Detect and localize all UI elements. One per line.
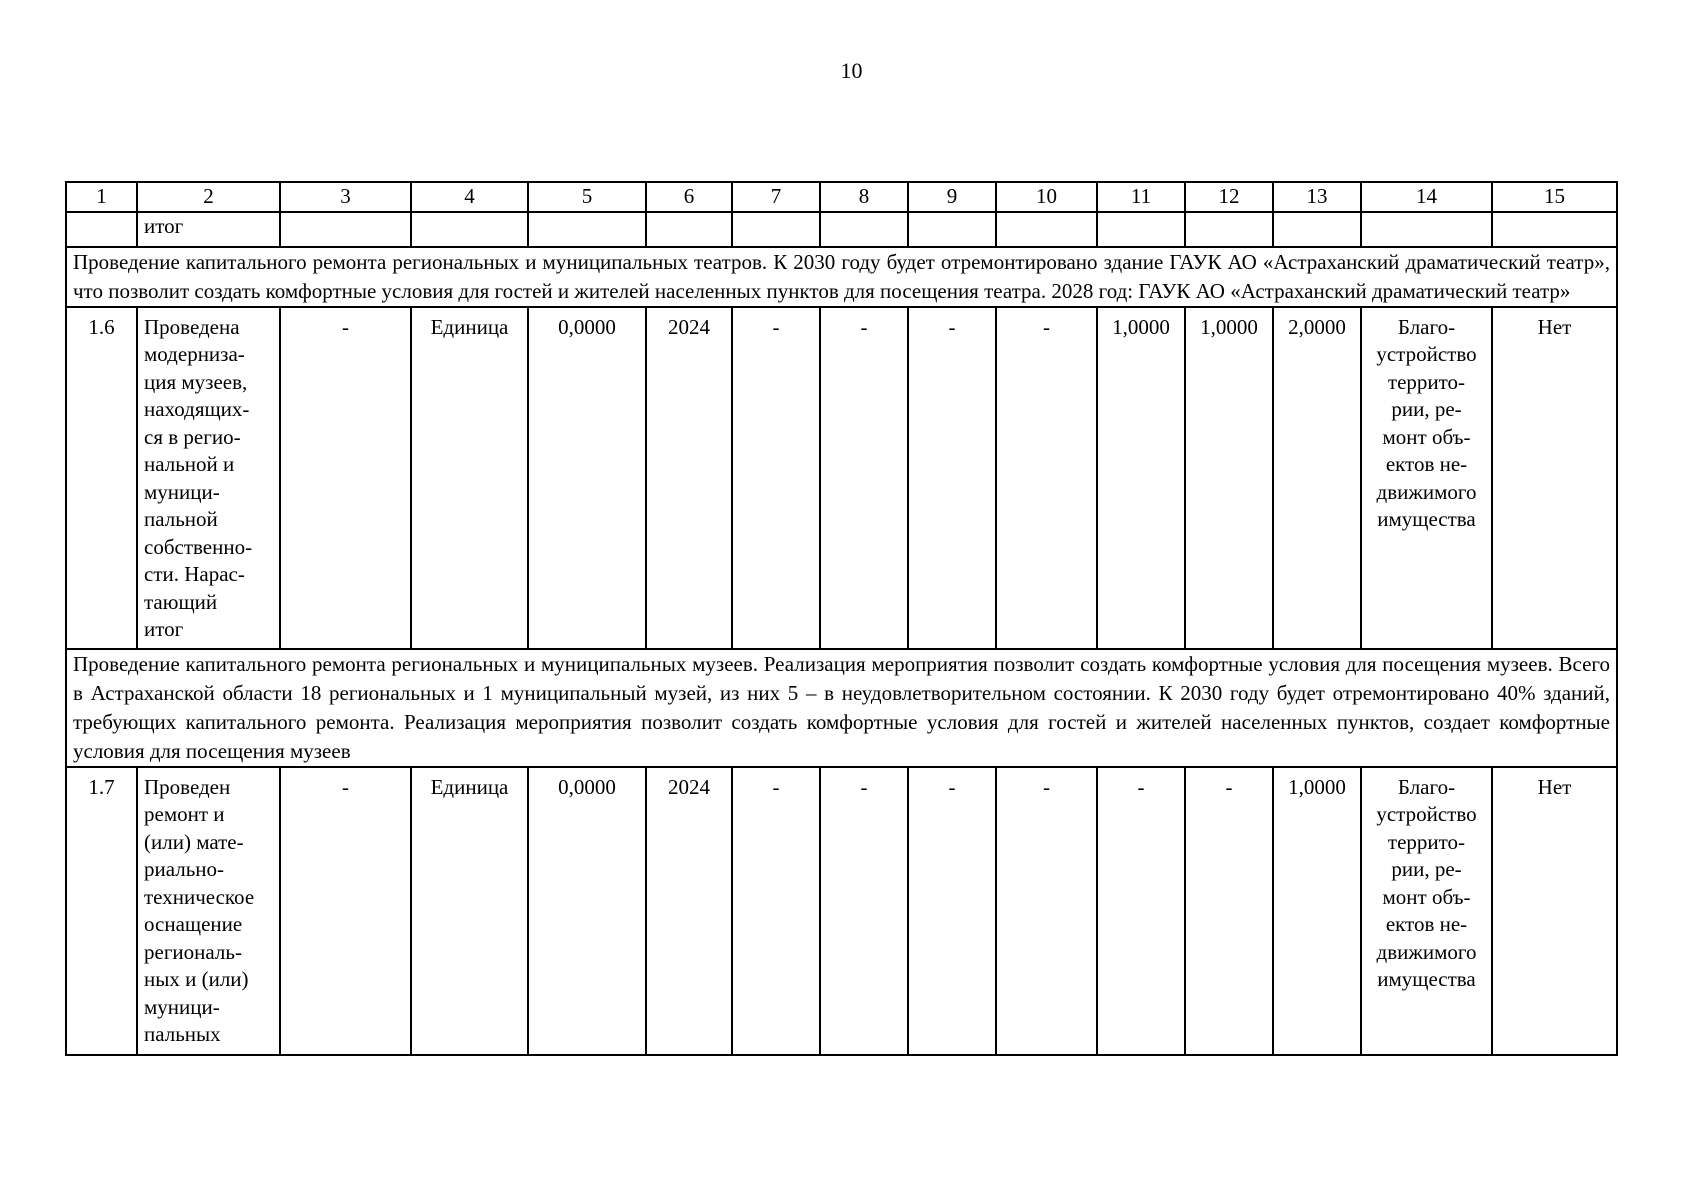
- activity-type-line: имущества: [1377, 507, 1476, 531]
- table-cell-col9: -: [908, 767, 996, 1055]
- indicator-name-line: (или) мате-: [144, 829, 244, 854]
- table-cell-col13: 2,0000: [1273, 307, 1361, 649]
- table-row-1-7: [66, 767, 1617, 1055]
- activity-type-line: имущества: [1377, 967, 1476, 991]
- indicator-name-line: пальной: [144, 507, 218, 531]
- column-header-5: 5: [528, 182, 646, 212]
- section-description-row: [66, 247, 1617, 307]
- indicator-name-line: региональ-: [144, 939, 242, 964]
- column-header-4: 4: [411, 182, 528, 212]
- column-header-7: 7: [732, 182, 820, 212]
- activity-type-line: террито-: [1387, 829, 1466, 854]
- base-year-cell: 2024: [646, 307, 732, 649]
- activity-type-line: движимого: [1376, 939, 1477, 964]
- section-description-theaters: Проведение капитального ремонта региональных и муниципальных театров. К 2030 году будет отремонтировано здание ГАУК АО «Астраханский драматический театр», что позволит создать комфортные условия для гостей и жителей населенных пунктов для посещения театра. 2028 год: ГАУК АО «Астраханский драматический театр»: [66, 247, 1617, 307]
- indicators-table: [65, 181, 1618, 1056]
- table-cell: [820, 212, 908, 247]
- column-header-6: 6: [646, 182, 732, 212]
- table-cell-col8: -: [820, 767, 908, 1055]
- base-value-cell: 0,0000: [528, 767, 646, 1055]
- indicator-name-line: модерниза-: [144, 342, 245, 366]
- table-cell-col11: 1,0000: [1097, 307, 1185, 649]
- table-cell: [528, 212, 646, 247]
- indicator-name-line: ция музеев,: [144, 369, 248, 394]
- table-cell-col12: 1,0000: [1185, 307, 1273, 649]
- table-cell-col10: -: [996, 767, 1097, 1055]
- activity-type-cell: [1361, 307, 1492, 649]
- indicator-name: [137, 307, 280, 649]
- column-header-2: 2: [137, 182, 280, 212]
- column-header-10: 10: [996, 182, 1097, 212]
- table-cell-col7: -: [732, 307, 820, 649]
- table-cell-col10: -: [996, 307, 1097, 649]
- column-header-12: 12: [1185, 182, 1273, 212]
- table-cell-col12: -: [1185, 767, 1273, 1055]
- flag-cell: Нет: [1492, 767, 1617, 1055]
- section-description-museums: Проведение капитального ремонта региональных и муниципальных музеев. Реализация мероприятия позволит создать комфортные условия для посещения музеев. Всего в Астраханской области 18 региональных и 1 муниципальный музей, из них 5 – в неудовлетворительном состоянии. К 2030 году будет отремонтировано 40% зданий, требующих капитального ремонта. Реализация мероприятия позволит создать комфортные условия для гостей и жителей населенных пунктов, создает комфортные условия для посещения музеев: [66, 649, 1617, 767]
- indicator-name-line: техническое: [144, 884, 255, 909]
- indicator-name-line: тающий: [144, 589, 218, 614]
- indicator-name-line: Проведен: [144, 774, 231, 799]
- indicator-name-line: Проведена: [144, 314, 240, 339]
- unit-cell: Единица: [411, 767, 528, 1055]
- column-header-14: 14: [1361, 182, 1492, 212]
- indicator-name: [137, 767, 280, 1055]
- indicator-name-line: сти. Нарас-: [144, 562, 245, 586]
- table-cell-col7: -: [732, 767, 820, 1055]
- base-year-cell: 2024: [646, 767, 732, 1055]
- table-cell-col3: -: [280, 767, 411, 1055]
- flag-cell: Нет: [1492, 307, 1617, 649]
- page-number: 10: [840, 58, 863, 83]
- row-number: 1.7: [66, 767, 137, 1055]
- table-cell: [1185, 212, 1273, 247]
- column-header-8: 8: [820, 182, 908, 212]
- activity-type-line: ектов не-: [1385, 912, 1468, 936]
- base-value-cell: 0,0000: [528, 307, 646, 649]
- table-cell-col11: -: [1097, 767, 1185, 1055]
- table-cell: [280, 212, 411, 247]
- column-header-1: 1: [66, 182, 137, 212]
- activity-type-line: устройство: [1376, 802, 1477, 826]
- activity-type-line: Благо-: [1397, 314, 1456, 339]
- table-cell: [646, 212, 732, 247]
- indicator-name-line: оснащение: [144, 912, 243, 936]
- column-header-15: 15: [1492, 182, 1617, 212]
- indicator-name-line: ремонт и: [144, 802, 225, 826]
- table-cell-col13: 1,0000: [1273, 767, 1361, 1055]
- activity-type-line: Благо-: [1397, 774, 1456, 799]
- column-header-3: 3: [280, 182, 411, 212]
- indicator-name-line: находящих-: [144, 397, 250, 421]
- column-header-11: 11: [1097, 182, 1185, 212]
- table-cell-col8: -: [820, 307, 908, 649]
- column-header-9: 9: [908, 182, 996, 212]
- subtotal-row: [66, 212, 1617, 247]
- activity-type-line: движимого: [1376, 479, 1477, 504]
- indicator-name-line: собственно-: [144, 534, 253, 559]
- table-cell-col9: -: [908, 307, 996, 649]
- table-cell: [1492, 212, 1617, 247]
- activity-type-line: монт объ-: [1382, 884, 1471, 909]
- activity-type-line: устройство: [1376, 342, 1477, 366]
- activity-type-line: ектов не-: [1385, 452, 1468, 476]
- indicator-name-line: ных и (или): [144, 967, 249, 991]
- table-cell: [996, 212, 1097, 247]
- table-cell: [66, 212, 137, 247]
- table-cell-col3: -: [280, 307, 411, 649]
- indicator-name-line: пальных: [144, 1022, 221, 1046]
- indicator-name-line: муници-: [144, 994, 220, 1019]
- activity-type-line: террито-: [1387, 369, 1466, 394]
- indicator-name-line: муници-: [144, 479, 220, 504]
- indicator-name-line: итог: [144, 617, 184, 641]
- table-cell: [732, 212, 820, 247]
- indicator-name-line: риально-: [144, 857, 225, 881]
- unit-cell: Единица: [411, 307, 528, 649]
- row-number: 1.6: [66, 307, 137, 649]
- table-cell: [411, 212, 528, 247]
- subtotal-label: итог: [137, 212, 280, 247]
- section-description-row: [66, 649, 1617, 767]
- column-number-header-row: [66, 182, 1617, 212]
- column-header-13: 13: [1273, 182, 1361, 212]
- indicator-name-line: нальной и: [144, 452, 235, 476]
- table-row-1-6: [66, 307, 1617, 649]
- table-cell: [908, 212, 996, 247]
- activity-type-line: монт объ-: [1382, 424, 1471, 449]
- table-cell: [1273, 212, 1361, 247]
- table-cell: [1097, 212, 1185, 247]
- table-cell: [1361, 212, 1492, 247]
- indicator-name-line: ся в регио-: [144, 424, 241, 449]
- activity-type-line: рии, ре-: [1391, 397, 1462, 421]
- activity-type-line: рии, ре-: [1391, 857, 1462, 881]
- activity-type-cell: [1361, 767, 1492, 1055]
